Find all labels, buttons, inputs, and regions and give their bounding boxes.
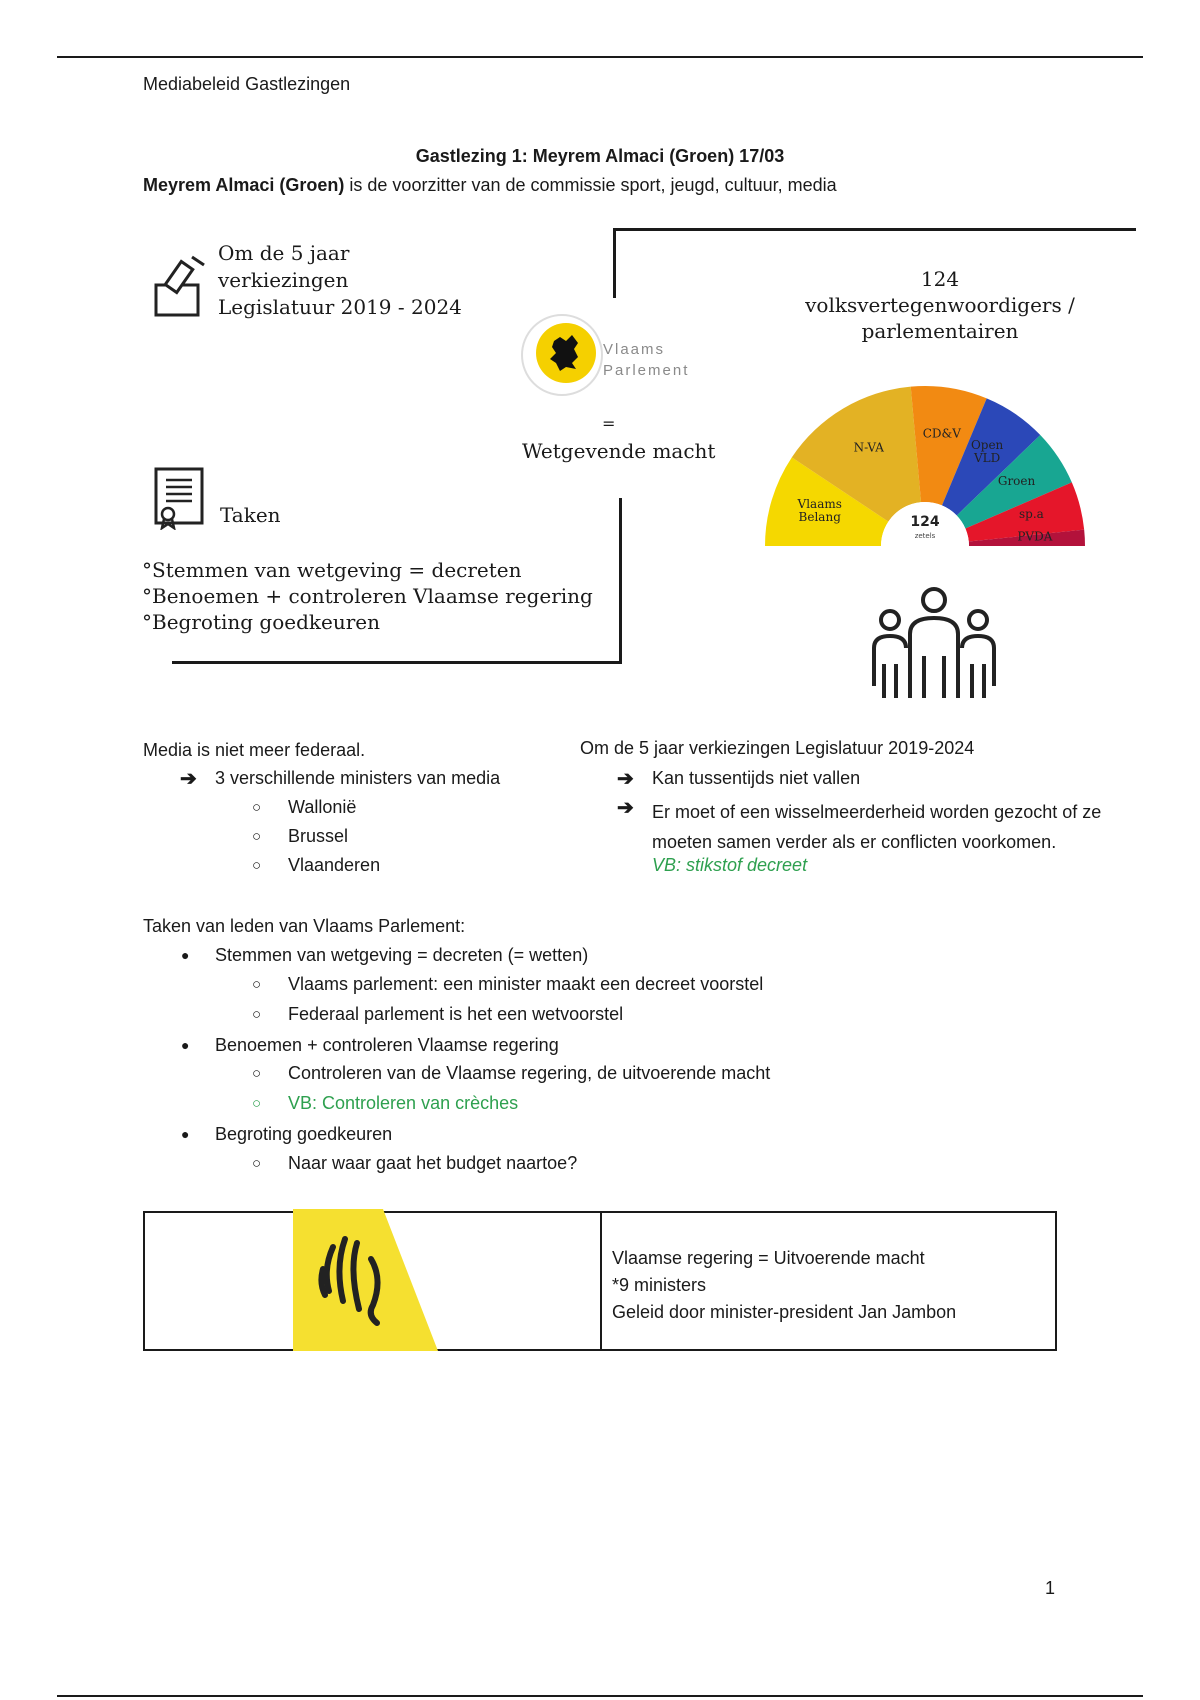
- government-line3: Geleid door minister-president Jan Jambon: [612, 1302, 957, 1322]
- media-arrow-item: 3 verschillende ministers van media: [215, 768, 501, 788]
- election-line2: verkiezingen: [218, 268, 349, 292]
- media-sub-1: Wallonië: [288, 797, 357, 817]
- bullet-dot-icon: ●: [181, 1037, 190, 1053]
- seat-label-vlaams-belang: Vlaams Belang: [797, 497, 842, 525]
- government-line2: *9 ministers: [612, 1275, 707, 1295]
- taken-b3-s1: Naar waar gaat het budget naartoe?: [288, 1153, 578, 1173]
- frame-right-lower-line: [619, 498, 622, 664]
- elections-arrow-2: [652, 797, 1101, 857]
- government-table: [143, 1211, 1057, 1351]
- people-icon: [868, 586, 1000, 704]
- media-sub-3: Vlaanderen: [288, 855, 381, 875]
- certificate-icon: [152, 466, 208, 530]
- election-line1: Om de 5 jaar: [218, 241, 350, 265]
- circle-bullet-icon: ○: [252, 1006, 262, 1023]
- seat-label-cd-v: CD&V: [922, 426, 961, 441]
- bullet-dot-icon: ●: [181, 947, 190, 963]
- lecture-heading: Gastlezing 1: Meyrem Almaci (Groen) 17/03: [415, 146, 785, 166]
- media-title: Media is niet meer federaal.: [143, 740, 366, 760]
- media-sub-2: Brussel: [288, 826, 349, 846]
- members-line3: parlementairen: [861, 319, 1019, 343]
- logo-text: [603, 339, 689, 381]
- intro-speaker: Meyrem Almaci (Groen): [143, 175, 345, 195]
- election-line3: Legislatuur 2019 - 2024: [218, 295, 462, 319]
- taken-b1-s2: Federaal parlement is het een wetvoorstel: [288, 1004, 624, 1024]
- taken-b2-s2: VB: Controleren van crèches: [288, 1093, 519, 1113]
- page-number: 1: [1045, 1578, 1056, 1598]
- table-column-divider: [600, 1213, 602, 1349]
- taken-item-3: °Begroting goedkeuren: [142, 610, 381, 634]
- frame-top-line: [613, 228, 1136, 231]
- wetgevende-macht: Wetgevende macht: [522, 439, 716, 463]
- circle-bullet-icon: ○: [252, 857, 262, 874]
- equals-sign: =: [602, 414, 616, 433]
- taken-section-title: Taken van leden van Vlaams Parlement:: [143, 916, 466, 936]
- lecture-intro: [143, 175, 837, 196]
- taken-b2: Benoemen + controleren Vlaamse regering: [215, 1035, 559, 1055]
- members-line1: 124: [920, 267, 960, 291]
- vlaamse-regering-logo: [293, 1209, 453, 1351]
- arrow-icon: ➔: [180, 768, 197, 790]
- taken-list: [142, 557, 593, 635]
- seat-label-groen: Groen: [997, 474, 1036, 489]
- taken-b1: Stemmen van wetgeving = decreten (= wetten): [215, 945, 589, 965]
- government-text: [612, 1245, 956, 1326]
- circle-bullet-icon: ○: [252, 799, 262, 816]
- arrow-icon: ➔: [617, 797, 634, 819]
- circle-bullet-icon: ○: [252, 1095, 262, 1112]
- seat-total-word: zetels: [914, 532, 936, 540]
- taken-item-2: °Benoemen + controleren Vlaamse regering: [142, 584, 593, 608]
- election-text: [218, 240, 462, 321]
- top-rule: [57, 56, 1143, 58]
- members-text: [780, 266, 1100, 344]
- elections-arrow-1: Kan tussentijds niet vallen: [652, 768, 861, 788]
- circle-bullet-icon: ○: [252, 976, 262, 993]
- frame-bottom-line: [172, 661, 622, 664]
- seat-label-open-vld: Open VLD: [970, 438, 1004, 466]
- members-line2: volksvertegenwoordigers /: [805, 293, 1075, 317]
- ballot-box-icon: [152, 253, 216, 319]
- seat-distribution-chart: [765, 378, 1095, 558]
- seat-label-n-va: N-VA: [853, 440, 884, 455]
- seat-total: 124: [910, 514, 940, 530]
- circle-bullet-icon: ○: [252, 1155, 262, 1172]
- taken-b1-s1: Vlaams parlement: een minister maakt een decreet voorstel: [288, 974, 764, 994]
- circle-bullet-icon: ○: [252, 828, 262, 845]
- seat-label-pvda: PVDA: [1017, 529, 1053, 544]
- circle-bullet-icon: ○: [252, 1065, 262, 1082]
- bullet-dot-icon: ●: [181, 1126, 190, 1142]
- taken-item-1: °Stemmen van wetgeving = decreten: [142, 558, 522, 582]
- vlaams-parlement-logo: [520, 313, 605, 398]
- elections-example: VB: stikstof decreet: [652, 855, 808, 875]
- logo-line1: Vlaams: [603, 341, 666, 358]
- arrow-icon: ➔: [617, 768, 634, 790]
- taken-label: Taken: [220, 503, 281, 527]
- intro-text: is de voorzitter van de commissie sport, jeugd, cultuur, media: [344, 175, 837, 195]
- page-header: Mediabeleid Gastlezingen: [143, 74, 351, 94]
- government-line1: Vlaamse regering = Uitvoerende macht: [612, 1248, 925, 1268]
- taken-b2-s1: Controleren van de Vlaamse regering, de uitvoerende macht: [288, 1063, 771, 1083]
- logo-line2: Parlement: [603, 362, 690, 379]
- elections-arrow-2-line1: Er moet of een wisselmeerderheid worden gezocht of ze: [652, 802, 1102, 822]
- bottom-rule: [57, 1695, 1143, 1697]
- elections-title: Om de 5 jaar verkiezingen Legislatuur 2019-2024: [580, 738, 975, 758]
- frame-left-upper-line: [613, 228, 616, 298]
- seat-label-sp-a: sp.a: [1019, 507, 1044, 522]
- infographic: [140, 218, 1140, 718]
- elections-arrow-2-line2: moeten samen verder als er conflicten voorkomen.: [652, 832, 1057, 852]
- taken-b3: Begroting goedkeuren: [215, 1124, 393, 1144]
